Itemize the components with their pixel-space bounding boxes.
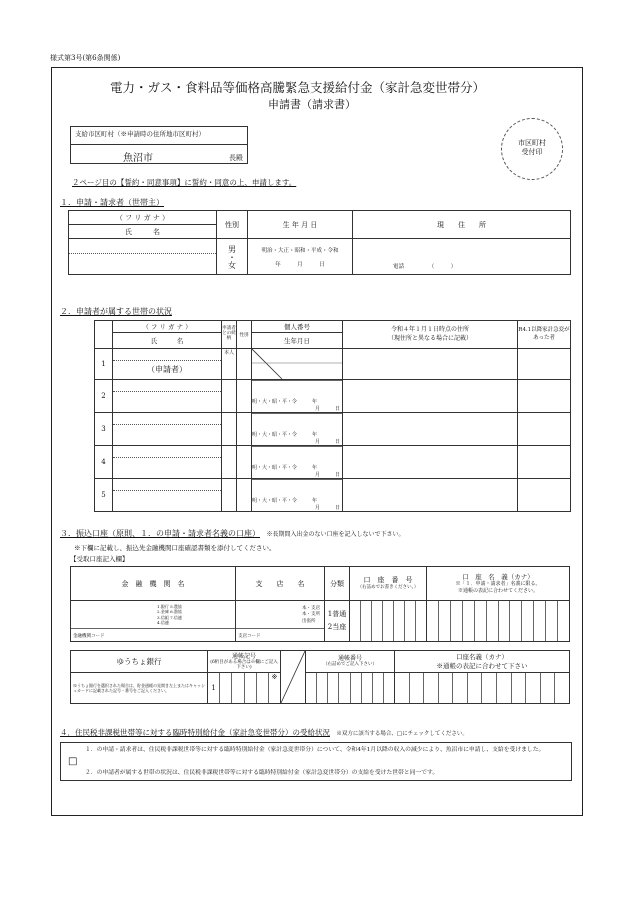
hh-gender-cell[interactable] xyxy=(237,380,252,413)
reception-stamp-area: 市区町村 受付印 xyxy=(501,118,563,180)
hh-change-cell[interactable] xyxy=(518,413,571,446)
hh-relation-cell[interactable] xyxy=(222,380,237,413)
branch-header: 支 店 名 xyxy=(236,567,325,601)
hh-relation-cell: 本人 xyxy=(222,349,237,380)
address-header: 現 住 所 xyxy=(353,211,571,239)
holder-cell[interactable] xyxy=(427,601,570,642)
page-subtitle: 申請書（請求書） xyxy=(268,98,356,111)
dob-header: 生 年 月 日 xyxy=(248,211,353,239)
hh-address-cell[interactable] xyxy=(343,349,518,380)
hh-change-cell[interactable] xyxy=(518,446,571,479)
hh-id-header: 個人番号 xyxy=(252,321,343,333)
section4-heading-wrap xyxy=(60,728,468,738)
municipality-name[interactable]: 魚沼市 xyxy=(123,153,153,164)
acct-no-cell[interactable] xyxy=(350,601,427,642)
hh-relation-cell[interactable] xyxy=(222,479,237,512)
hh-change-cell[interactable] xyxy=(518,349,571,380)
gender-value[interactable]: 男・女 xyxy=(217,239,248,275)
section3-heading-wrap xyxy=(60,529,405,539)
hh-change-cell[interactable] xyxy=(518,380,571,413)
page-title: 電力・ガス・食料品等価格高騰緊急支援給付金（家計急変世帯分） xyxy=(110,80,486,95)
hh-name-cell[interactable] xyxy=(113,380,222,413)
hh-address-cell[interactable] xyxy=(343,446,518,479)
bank-name-header: 金 融 機 関 名 xyxy=(71,567,236,601)
municipality-box xyxy=(70,126,248,164)
name-header: 氏 名 xyxy=(69,225,217,239)
category-cell[interactable]: 1普通 2当座 xyxy=(325,601,350,642)
bank-name-cell[interactable]: 1.銀行 5.農協 2.金庫 6.漁協 3.信組 7.信連 4.信連 金融機関コード xyxy=(71,601,236,642)
pledge-text: ２ページ目の【誓約・同意事項】に誓約・同意の上、申請します。 xyxy=(72,178,297,187)
section3-note2: ※下欄に記載し、振込先金融機関口座確認書類を添付してください。 xyxy=(74,544,276,552)
form-number: 様式第3号(第6条関係) xyxy=(50,54,121,62)
hh-gender-cell[interactable] xyxy=(237,349,252,380)
bank-table xyxy=(70,566,570,642)
section4-heading: ４．住民税非課税世帯等に対する臨時特別給付金（家計急変世帯分）の受給状況 xyxy=(60,728,330,737)
bank-entry-label: 【受取口座記入欄】 xyxy=(70,555,129,563)
hh-gender-cell[interactable] xyxy=(237,413,252,446)
hh-name-cell[interactable] xyxy=(113,413,222,446)
section3-note1: ※長期間入出金のない口座を記入しないで下さい。 xyxy=(266,531,405,538)
yucho-divider xyxy=(281,651,306,704)
hh-dob-header: 生年月日 xyxy=(252,333,343,349)
yucho-label: ゆうちょ銀行 xyxy=(71,651,208,673)
category-header: 分類 xyxy=(325,567,350,601)
hh-address-header: 令和４年１月１日時点の住所 （現住所と異なる場合に記載） xyxy=(343,321,518,349)
hh-name-cell[interactable] xyxy=(113,479,222,512)
yucho-holder-header: 口座名義（カナ） ※通帳の表記に合わせて下さい xyxy=(395,651,570,673)
holder-header: 口 座 名 義（カナ） ※「１．申請・請求者」名義に限る。 ※通帳の表記に合わせてください。 xyxy=(427,567,570,601)
hh-dob-cell[interactable]: 明・大・昭・平・令 年 月 日 xyxy=(252,446,343,479)
hh-id-cell[interactable] xyxy=(252,349,343,380)
hh-change-header: R4.1以降家計急変があった者 xyxy=(518,321,571,349)
hh-gender-cell[interactable] xyxy=(237,479,252,512)
hh-address-cell[interactable] xyxy=(343,380,518,413)
yucho-no-header: 通帳番号 （右詰めでご記入下さい） xyxy=(306,651,395,673)
gender-header: 性別 xyxy=(217,211,248,239)
hh-row-number: 1 xyxy=(95,349,113,380)
hh-relation-cell[interactable] xyxy=(222,413,237,446)
furigana-header: （ フ リ ガ ナ ） xyxy=(69,211,217,225)
yucho-holder-cell[interactable] xyxy=(395,673,570,704)
hh-gender-cell[interactable] xyxy=(237,446,252,479)
hh-dob-cell[interactable]: 明・大・昭・平・令 年 月 日 xyxy=(252,413,343,446)
yucho-code-header: 通帳記号 (6桁目がある場合は※欄にご記入下さい) xyxy=(208,651,281,673)
acct-no-header: 口 座 番 号 （右詰めでお書きください。） xyxy=(350,567,427,601)
receipt-checkbox[interactable]: □ xyxy=(68,756,78,767)
hh-furigana-header: （ フ リ ガ ナ ） xyxy=(113,321,222,333)
hh-change-cell[interactable] xyxy=(518,479,571,512)
address-value[interactable]: 電話 （ ） xyxy=(353,239,571,275)
section3-heading: ３．振込口座（原則、１．の申請・請求者名義の口座） xyxy=(60,529,260,538)
hh-dob-cell[interactable]: 明・大・昭・平・令 年 月 日 xyxy=(252,479,343,512)
receipt-line1: １．の申請・請求者は、住民税非課税世帯等に対する臨時特別給付金（家計急変世帯分）について、令和4年1月以降の収入の減少により、魚沼市に申請し、支給を受けました。 xyxy=(85,747,545,753)
hh-row-number: 4 xyxy=(95,446,113,479)
hh-row-number: 2 xyxy=(95,380,113,413)
yucho-code-cell[interactable]: 1 ※ xyxy=(208,673,281,704)
receipt-status-box xyxy=(60,742,572,781)
hh-name-cell[interactable] xyxy=(113,446,222,479)
section4-note: ※双方に該当する場合、□にチェックしてください。 xyxy=(336,731,468,737)
yucho-table xyxy=(70,650,570,704)
section2-heading: ２．申請者が属する世帯の状況 xyxy=(60,307,172,316)
municipality-label: 支給市区町村（※申請時の住所地市区町村） xyxy=(75,130,205,138)
household-table xyxy=(94,320,571,512)
hh-name-header: 氏 名 xyxy=(113,333,222,349)
diagonal-slash xyxy=(252,349,342,379)
hh-dob-cell[interactable]: 明・大・昭・平・令 年 月 日 xyxy=(252,380,343,413)
receipt-line2: ２．の申請者が属する世帯の状況は、住民税非課税世帯等に対する臨時特別給付金（家計急変世帯分）の支給を受けた世帯と同一です。 xyxy=(85,770,439,776)
hh-row-number: 5 xyxy=(95,479,113,512)
hh-row-number: 3 xyxy=(95,413,113,446)
hh-relation-cell[interactable] xyxy=(222,446,237,479)
municipality-suffix: 長殿 xyxy=(229,154,243,162)
hh-address-cell[interactable] xyxy=(343,479,518,512)
hh-address-cell[interactable] xyxy=(343,413,518,446)
hh-gender-header: 性別 xyxy=(237,321,252,349)
hh-name-cell[interactable]: （申請者） xyxy=(113,349,222,380)
hh-relation-header: 申請者との続柄 xyxy=(222,321,237,349)
applicant-name-cell[interactable] xyxy=(69,239,217,275)
applicant-table xyxy=(68,210,571,275)
section1-heading: １．申請・請求者（世帯主） xyxy=(60,198,164,207)
branch-cell[interactable]: 本・支店 本・支所 出張所 支店コード xyxy=(236,601,325,642)
dob-value[interactable]: 明治・大正・昭和・平成・令和 年 月 日 xyxy=(248,239,353,275)
yucho-no-cell[interactable] xyxy=(306,673,395,704)
yucho-note: ゆうちょ銀行を選択された場合は、貯金通帳の見開き左上またはキャッシュカードに記載された記号・番号をご記入ください。 xyxy=(71,673,208,704)
